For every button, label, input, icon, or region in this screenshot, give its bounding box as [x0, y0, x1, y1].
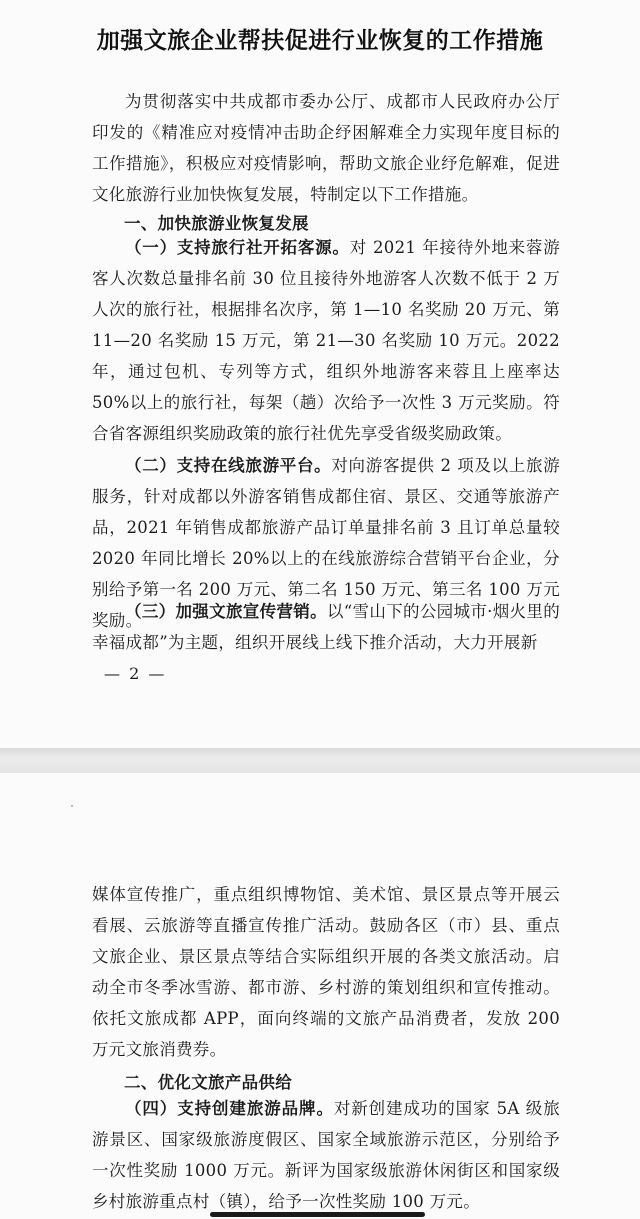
- section-heading-1: 一、加快旅游业恢复发展: [124, 214, 309, 233]
- home-indicator-bar[interactable]: [210, 1212, 425, 1217]
- scan-speck: [71, 805, 73, 807]
- measure-3-paragraph: [92, 596, 560, 658]
- measure-4-label: （四）支持创建旅游品牌。: [125, 1099, 334, 1118]
- measure-4-text: 对新创建成功的国家 5A 级旅游景区、国家级旅游度假区、国家全域旅游示范区，分别给予一次性奖励 1000 万元。新评为国家级旅游休闲街区和国家级乡村旅游重点村（镇），给予一次性奖励 100 万元。: [92, 1099, 560, 1211]
- document-title: 加强文旅企业帮扶促进行业恢复的工作措施: [96, 28, 544, 54]
- measure-2-label: （二）支持在线旅游平台。: [125, 456, 332, 475]
- measure-2-text: 对向游客提供 2 项及以上旅游服务，针对成都以外游客销售成都住宿、景区、交通等旅游产品，2021 年销售成都旅游产品订单量排名前 3 且订单总量较 2020 年同比增长 20%以上的在线旅游综合营销平台企业，分别给予第一名 200 万元、第二名 150 万元、第三名 100 万元奖励。: [92, 456, 560, 630]
- measure-3-text: 以“雪山下的公园城市·烟火里的幸福成都”为主题，组织开展线上线下推介活动，大力开展新: [92, 602, 560, 652]
- measure-1-paragraph: [92, 232, 560, 449]
- page-number: — 2 —: [104, 664, 167, 683]
- measure-4-paragraph: [92, 1093, 560, 1217]
- measure-3-label: （三）加强文旅宣传营销。: [125, 602, 327, 621]
- measure-3-continuation: 媒体宣传推广，重点组织博物馆、美术馆、景区景点等开展云看展、云旅游等直播宣传推广活动。鼓励各区（市）县、重点文旅企业、景区景点等结合实际组织开展的各类文旅活动。启动全市冬季冰雪游、都市游、乡村游的策划组织和宣传推动。依托文旅成都 APP，面向终端的文旅产品消费者，发放 200 万元文旅消费券。: [92, 885, 560, 1059]
- document-page-3: [0, 773, 640, 1219]
- measure-1-label: （一）支持旅行社开拓客源。: [125, 238, 350, 257]
- measure-1-text: 对 2021 年接待外地来蓉游客人次数总量排名前 30 位且接待外地游客人次数不低于 2 万人次的旅行社，根据排名次序，第 1—10 名奖励 20 万元、第 11—20 名奖励 15 万元，第 21—30 名奖励 10 万元。2022 年，通过包机、专列等方式，组织外地游客来蓉且上座率达 50%以上的旅行社，每架（趟）次给予一次性 3 万元奖励。符合省客源组织奖励政策的旅行社优先享受省级奖励政策。: [92, 238, 560, 443]
- intro-paragraph: 为贯彻落实中共成都市委办公厅、成都市人民政府办公厅印发的《精准应对疫情冲击助企纾困解难全力实现年度目标的工作措施》，积极应对疫情影响，帮助文旅企业纾危解难，促进文化旅游行业加快恢复发展，特制定以下工作措施。: [92, 92, 560, 204]
- section-heading-2: 二、优化文旅产品供给: [124, 1073, 292, 1092]
- page-separator: [0, 748, 640, 773]
